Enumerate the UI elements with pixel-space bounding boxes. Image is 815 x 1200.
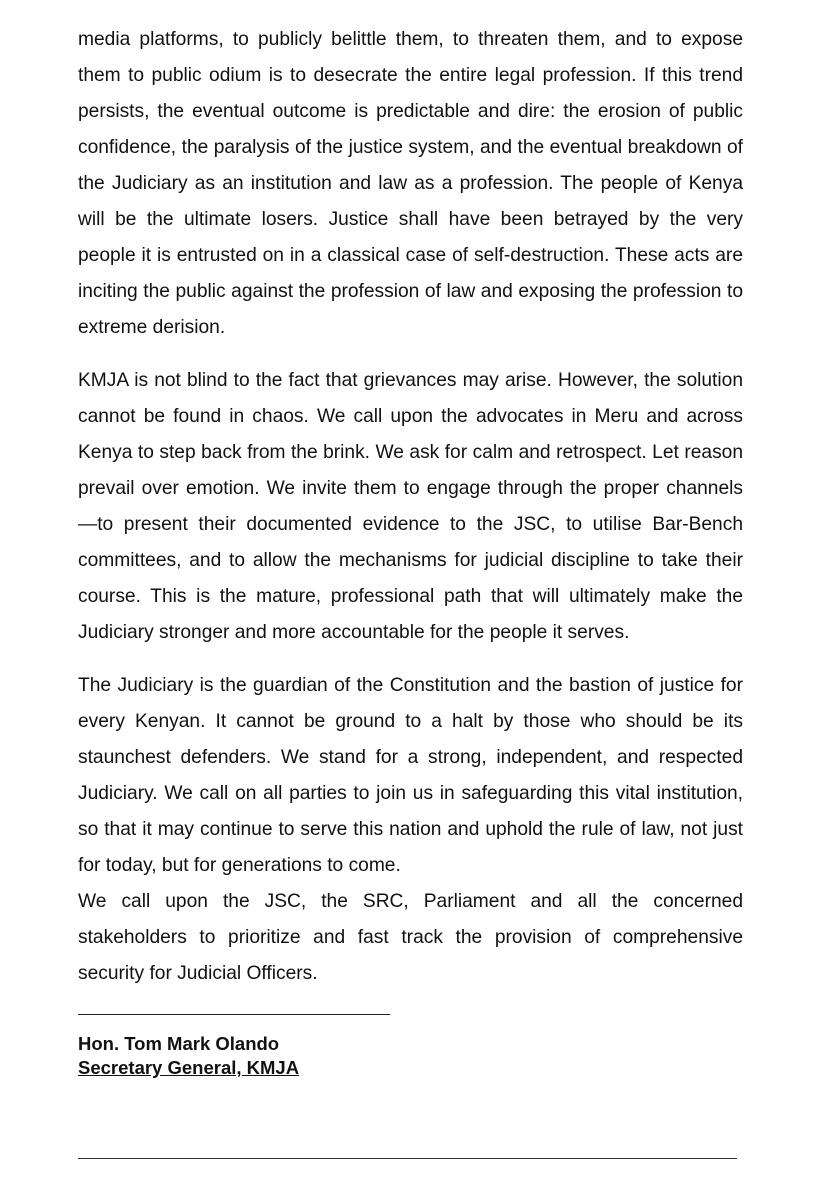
document-body — [78, 22, 743, 1080]
paragraph-2: KMJA is not blind to the fact that grievances may arise. However, the solution cannot be found in chaos. We call upon the advocates in Meru and across Kenya to step back from the brink. We ask for calm and retrospect. Let reason prevail over emotion. We invite them to engage through the proper channels—to present their documented evidence to the JSC, to utilise Bar-Bench committees, and to allow the mechanisms for judicial discipline to take their course. This is the mature, professional path that will ultimately make the Judiciary stronger and more accountable for the people it serves. — [78, 370, 743, 643]
signature-line — [78, 1014, 390, 1015]
paragraph-4: We call upon the JSC, the SRC, Parliament and all the concerned stakeholders to prioritize and fast track the provision of comprehensive security for Judicial Officers. — [78, 891, 743, 984]
paragraph-3: The Judiciary is the guardian of the Constitution and the bastion of justice for every Kenyan. It cannot be ground to a halt by those who should be its staunchest defenders. We stand for a strong, independent, and respected Judiciary. We call on all parties to join us in safeguarding this vital institution, so that it may continue to serve this nation and uphold the rule of law, not just for today, but for generations to come. — [78, 675, 743, 876]
signatory-title: Secretary General, KMJA — [78, 1057, 300, 1078]
paragraph-1: media platforms, to publicly belittle them, to threaten them, and to expose them to public odium is to desecrate the entire legal profession. If this trend persists, the eventual outcome is predictable and dire: the erosion of public confidence, the paralysis of the justice system, and the eventual breakdown of the Judiciary as an institution and law as a profession. The people of Kenya will be the ultimate losers. Justice shall have been betrayed by the very people it is entrusted on in a classical case of self-destruction. These acts are inciting the public against the profession of law and exposing the profession to extreme derision. — [78, 29, 743, 338]
signatory-name: Hon. Tom Mark Olando — [78, 1033, 280, 1054]
footer-divider — [78, 1158, 737, 1159]
